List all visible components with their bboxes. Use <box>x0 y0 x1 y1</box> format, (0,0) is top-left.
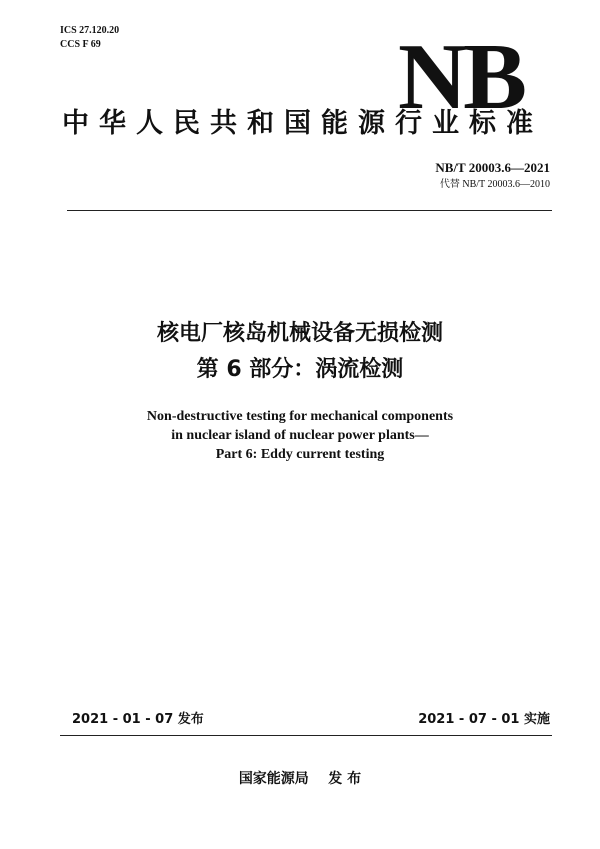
title-english-line-1: Non-destructive testing for mechanical components <box>146 409 454 424</box>
standard-type-heading: 中华人民共和国能源行业标准 <box>62 108 543 139</box>
issuing-authority: 国家能源局 发 布 <box>238 771 362 787</box>
title-chinese-line-1: 核电厂核岛机械设备无损检测 <box>156 321 443 346</box>
header-divider <box>67 210 552 211</box>
ics-code: ICS 27.120.20 <box>60 25 120 36</box>
issue-date: 2021 - 01 - 07 发布 <box>72 712 204 727</box>
title-english-line-3: Part 6: Eddy current testing <box>215 447 385 462</box>
replaces-standard: 代替 NB/T 20003.6—2010 <box>439 179 550 190</box>
implementation-date: 2021 - 07 - 01 实施 <box>418 712 550 727</box>
footer-divider <box>60 735 552 736</box>
title-chinese-line-2: 第 6 部分：涡流检测 <box>196 357 404 382</box>
standard-number: NB/T 20003.6—2021 <box>435 160 550 175</box>
ccs-code: CCS F 69 <box>60 39 101 50</box>
nb-logo: NB <box>398 25 524 129</box>
title-english-line-2: in nuclear island of nuclear power plants— <box>171 428 429 443</box>
